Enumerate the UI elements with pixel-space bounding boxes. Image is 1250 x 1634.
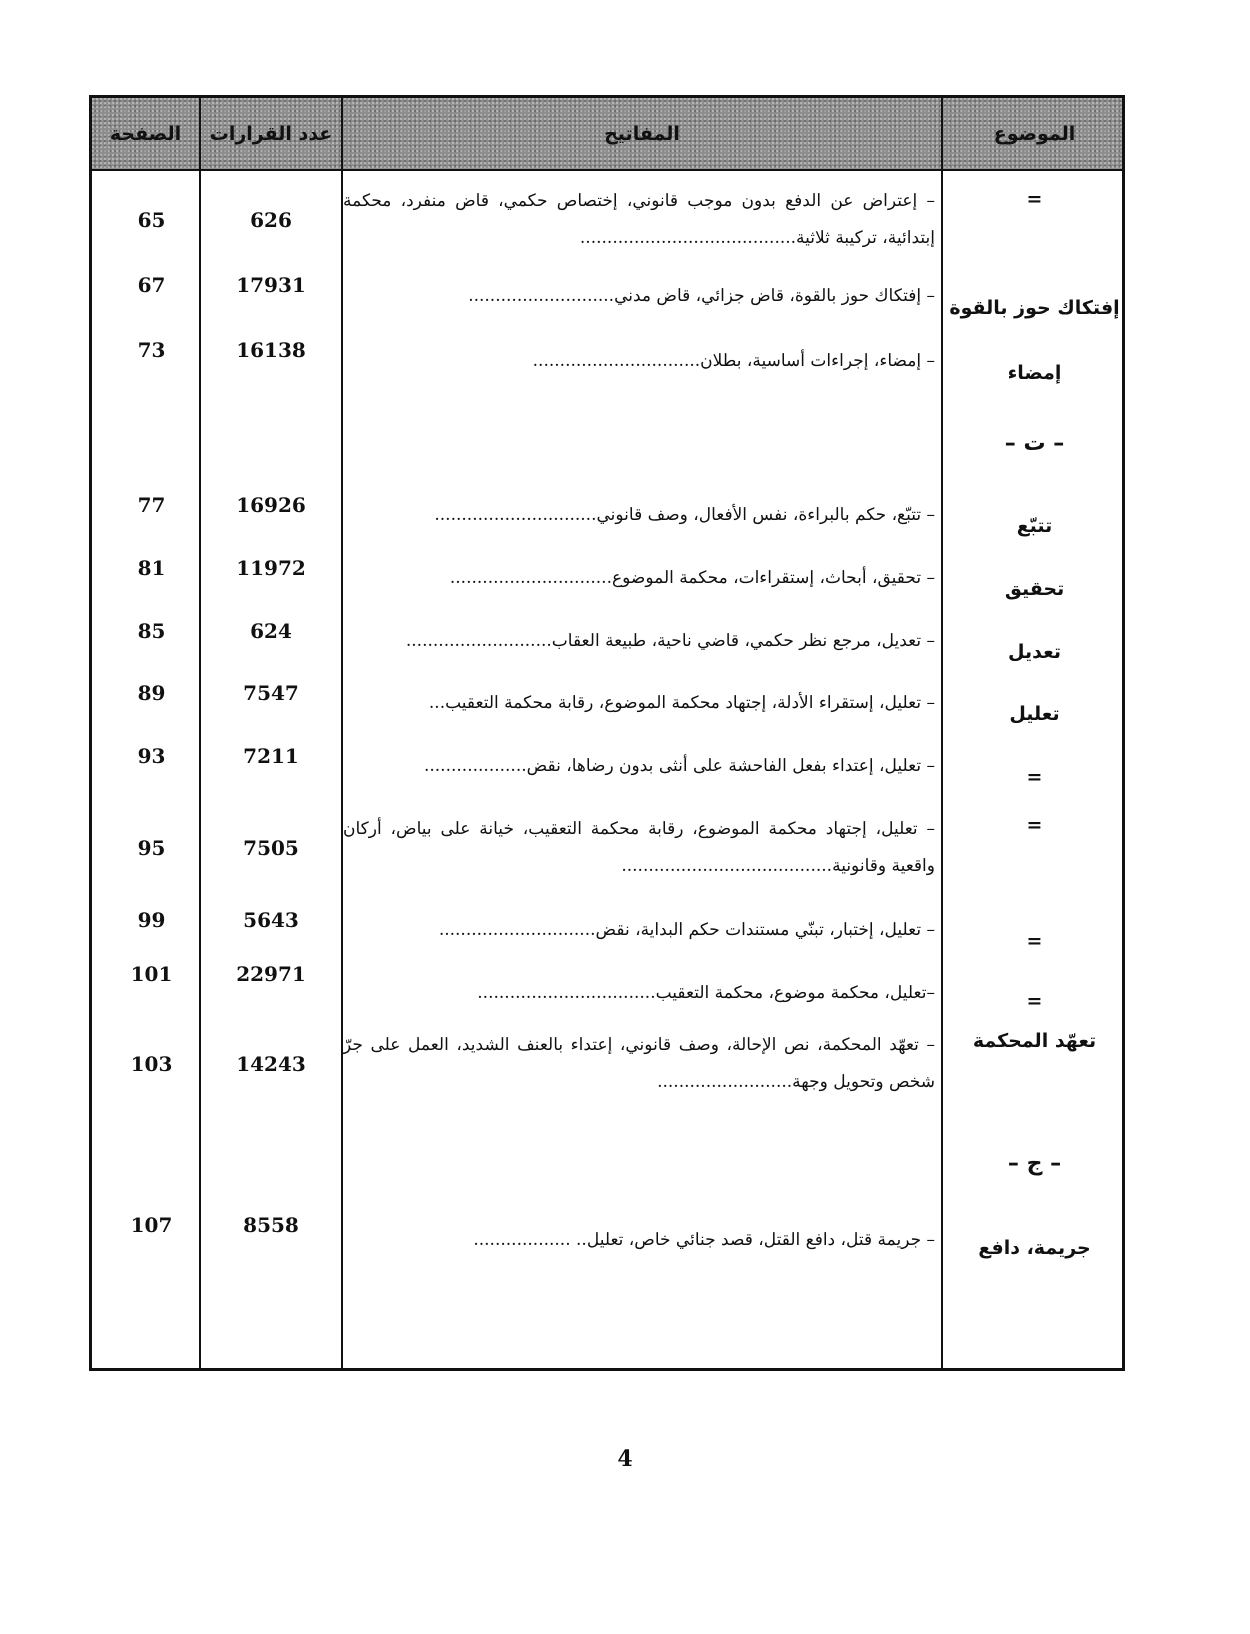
row-page: 95: [137, 836, 166, 860]
row-keywords: – تعليل، إستقراء الأدلة، إجتهاد محكمة الموضوع، رقابة محكمة التعقيب...: [428, 692, 935, 713]
table-row: [92, 681, 1122, 725]
row-page: 77: [137, 493, 166, 517]
table-row: [92, 273, 1122, 319]
row-subject: =: [1026, 766, 1043, 788]
header-keywords: المفاتيح: [604, 122, 680, 145]
row-decision-number: 7505: [243, 836, 299, 860]
row-subject: تعليل: [1009, 703, 1060, 725]
row-decision-number: 626: [250, 208, 292, 232]
row-subject: =: [1026, 930, 1043, 952]
row-keywords: – إعتراض عن الدفع بدون موجب قانوني، إختصاص حكمي، قاض منفرد، محكمة إبتدائية، تركيبة ثلاثية........................................: [343, 191, 935, 248]
row-keywords: – تتبّع، حكم بالبراءة، نفس الأفعال، وصف قانوني..............................: [434, 504, 935, 525]
row-decision-number: 7211: [243, 744, 299, 768]
row-page: 101: [130, 962, 173, 986]
letter-section-heading: [92, 1143, 1122, 1183]
page-number: 4: [617, 1446, 633, 1472]
row-page: 73: [137, 338, 166, 362]
row-page: 103: [130, 1052, 173, 1076]
row-subject: – ت –: [1004, 430, 1065, 456]
row-decision-number: 16926: [236, 493, 306, 517]
row-page: 89: [137, 681, 166, 705]
row-decision-number: 8558: [243, 1213, 299, 1237]
index-table: [89, 95, 1125, 1371]
row-page: 99: [137, 908, 166, 932]
row-subject: إمضاء: [1007, 362, 1062, 384]
row-keywords: – إفتكاك حوز بالقوة، قاض جزائي، قاض مدني...........................: [468, 285, 935, 306]
row-subject: تعهّد المحكمة: [972, 1030, 1097, 1052]
table-row: [92, 338, 1122, 384]
row-subject: إفتكاك حوز بالقوة: [949, 297, 1120, 319]
row-decision-number: 7547: [243, 681, 299, 705]
row-keywords: – تعليل، إجتهاد محكمة الموضوع، رقابة محكمة التعقيب، خيانة على بياض، أركان واقعية وقانونية.......................................: [343, 819, 935, 876]
row-decision-number: 5643: [243, 908, 299, 932]
row-page: 65: [137, 208, 166, 232]
row-keywords: – تعليل، إختبار، تبنّي مستندات حكم البداية، نقض.............................: [438, 919, 935, 940]
table-row: [92, 619, 1122, 663]
table-row: [92, 908, 1122, 952]
table-row: [92, 180, 1122, 260]
row-page: 93: [137, 744, 166, 768]
table-row: [92, 493, 1122, 537]
row-keywords: –تعليل، محكمة موضوع، محكمة التعقيب.................................: [477, 983, 935, 1003]
row-keywords: – تعهّد المحكمة، نص الإحالة، وصف قانوني، إعتداء بالعنف الشديد، العمل على جرّ شخص وتحويل وجهة.........................: [343, 1035, 935, 1092]
row-subject: تتبّع: [1016, 515, 1053, 537]
row-decision-number: 16138: [236, 338, 306, 362]
row-subject: تحقيق: [1004, 578, 1065, 600]
row-keywords: – تحقيق، أبحاث، إستقراءات، محكمة الموضوع..............................: [449, 567, 935, 588]
table-row: [92, 556, 1122, 600]
row-subject: =: [1026, 814, 1043, 836]
table-row: [92, 744, 1122, 788]
header-page: الصفحة: [109, 122, 182, 145]
header-subject: الموضوع: [993, 122, 1076, 145]
row-subject: جريمة، دافع: [978, 1237, 1091, 1259]
row-subject: تعديل: [1008, 641, 1061, 663]
letter-section-heading: [92, 423, 1122, 463]
row-keywords: – تعديل، مرجع نظر حكمي، قاضي ناحية، طبيعة العقاب...........................: [405, 630, 935, 651]
row-decision-number: 624: [250, 619, 292, 643]
row-decision-number: 14243: [236, 1052, 306, 1076]
row-page: 81: [137, 556, 166, 580]
table-row: [92, 1213, 1122, 1259]
table-row: [92, 1026, 1122, 1102]
table-row: [92, 810, 1122, 886]
row-subject: =: [1026, 990, 1043, 1012]
row-keywords: – تعليل، إعتداء بفعل الفاحشة على أنثى بدون رضاها، نقض...................: [423, 755, 935, 776]
row-keywords: – إمضاء، إجراءات أساسية، بطلان...............................: [532, 350, 935, 371]
row-subject: – ج –: [1007, 1150, 1062, 1176]
table-header: [92, 98, 1122, 171]
row-page: 85: [137, 619, 166, 643]
row-decision-number: 11972: [236, 556, 306, 580]
row-keywords: – جريمة قتل، دافع القتل، قصد جنائي خاص، تعليل.. ..................: [473, 1230, 935, 1250]
row-decision-number: 17931: [236, 273, 306, 297]
row-decision-number: 22971: [236, 962, 306, 986]
row-page: 107: [130, 1213, 173, 1237]
row-subject: =: [1026, 188, 1043, 210]
header-decision-number: عدد القرارات: [209, 122, 333, 145]
table-row: [92, 962, 1122, 1012]
row-page: 67: [137, 273, 166, 297]
